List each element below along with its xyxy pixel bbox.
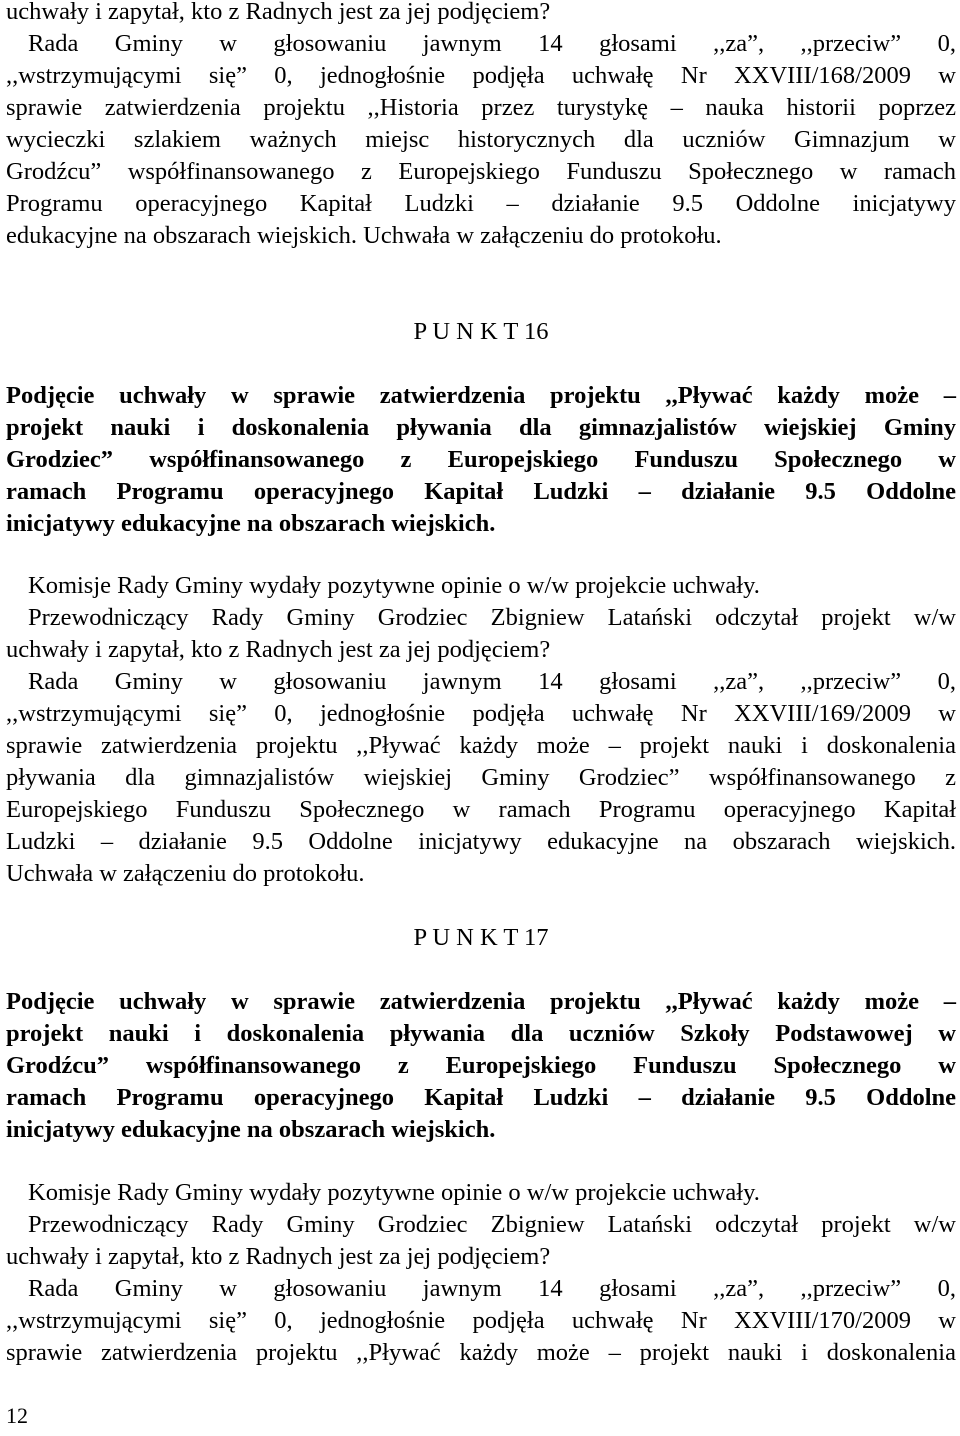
body-line: Rada Gminy w głosowaniu jawnym 14 głosami ,,za”, ,,przeciw” 0, [28,1275,956,1302]
body-line: sprawie zatwierdzenia projektu ,,Pływać każdy może – projekt nauki i doskonalenia [6,1339,956,1366]
section-title-line: ramach Programu operacyjnego Kapitał Ludzki – działanie 9.5 Oddolne [6,478,956,505]
body-line: ,,wstrzymującymi się” 0, jednogłośnie podjęła uchwałę Nr XXVIII/170/2009 w [6,1307,956,1334]
body-line: uchwały i zapytał, kto z Radnych jest za jej podjęciem? [6,636,551,663]
body-line: Europejskiego Funduszu Społecznego w ramach Programu operacyjnego Kapitał [6,796,956,823]
body-line: uchwały i zapytał, kto z Radnych jest za jej podjęciem? [6,1243,551,1270]
section-title-line: Grodziec” współfinansowanego z Europejskiego Funduszu Społecznego w [6,446,956,473]
intro-line: Rada Gminy w głosowaniu jawnym 14 głosami ,,za”, ,,przeciw” 0, [28,30,956,57]
body-line: ,,wstrzymującymi się” 0, jednogłośnie podjęła uchwałę Nr XXVIII/169/2009 w [6,700,956,727]
section-title-line: projekt nauki i doskonalenia pływania dla gimnazjalistów wiejskiej Gminy [6,414,956,441]
intro-line: uchwały i zapytał, kto z Radnych jest za jej podjęciem? [6,0,551,25]
section-title-line: inicjatywy edukacyjne na obszarach wiejskich. [6,510,496,537]
section-title-line: inicjatywy edukacyjne na obszarach wiejskich. [6,1116,496,1143]
section-title-line: Podjęcie uchwały w sprawie zatwierdzenia projektu ,,Pływać każdy może – [6,382,956,409]
body-line: Komisje Rady Gminy wydały pozytywne opinie o w/w projekcie uchwały. [28,1179,760,1206]
section-title-line: Grodźcu” współfinansowanego z Europejskiego Funduszu Społecznego w [6,1052,956,1079]
intro-line: sprawie zatwierdzenia projektu ,,Historia przez turystykę – nauka historii poprzez [6,94,956,121]
body-line: pływania dla gimnazjalistów wiejskiej Gminy Grodziec” współfinansowanego z [6,764,956,791]
intro-line: wycieczki szlakiem ważnych miejsc historycznych dla uczniów Gimnazjum w [6,126,956,153]
section-title-line: Podjęcie uchwały w sprawie zatwierdzenia projektu ,,Pływać każdy może – [6,988,956,1015]
body-line: Ludzki – działanie 9.5 Oddolne inicjatywy edukacyjne na obszarach wiejskich. [6,828,956,855]
section-title-line: projekt nauki i doskonalenia pływania dla uczniów Szkoły Podstawowej w [6,1020,956,1047]
body-line: sprawie zatwierdzenia projektu ,,Pływać każdy może – projekt nauki i doskonalenia [6,732,956,759]
body-line: Komisje Rady Gminy wydały pozytywne opinie o w/w projekcie uchwały. [28,572,760,599]
section-heading-punkt-17: P U N K T 17 [413,924,549,951]
intro-line: edukacyjne na obszarach wiejskich. Uchwała w załączeniu do protokołu. [6,222,722,249]
body-line: Przewodniczący Rady Gminy Grodziec Zbigniew Latański odczytał projekt w/w [28,1211,956,1238]
body-line: Przewodniczący Rady Gminy Grodziec Zbigniew Latański odczytał projekt w/w [28,604,956,631]
intro-line: Grodźcu” współfinansowanego z Europejskiego Funduszu Społecznego w ramach [6,158,956,185]
section-title-line: ramach Programu operacyjnego Kapitał Ludzki – działanie 9.5 Oddolne [6,1084,956,1111]
intro-line: ,,wstrzymującymi się” 0, jednogłośnie podjęła uchwałę Nr XXVIII/168/2009 w [6,62,956,89]
body-line: Uchwała w załączeniu do protokołu. [6,860,365,887]
section-heading-punkt-16: P U N K T 16 [413,318,549,345]
intro-line: Programu operacyjnego Kapitał Ludzki – działanie 9.5 Oddolne inicjatywy [6,190,956,217]
body-line: Rada Gminy w głosowaniu jawnym 14 głosami ,,za”, ,,przeciw” 0, [28,668,956,695]
page-number: 12 [6,1403,28,1428]
